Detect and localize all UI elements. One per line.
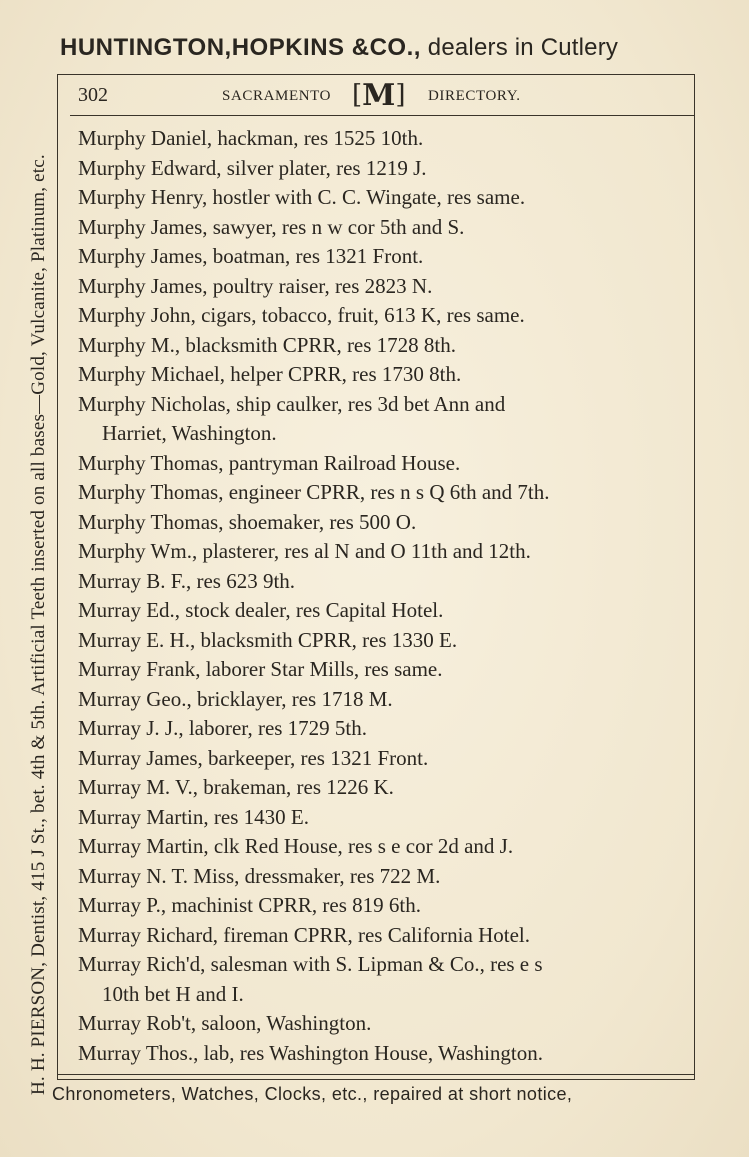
directory-entry: [78, 773, 686, 803]
directory-entry: [78, 242, 686, 272]
entry-text: Murray E. H., blacksmith CPRR, res 1330 E.: [78, 627, 458, 652]
directory-entry: [78, 921, 686, 951]
directory-entry: [78, 478, 686, 508]
entry-text: Murphy Thomas, engineer CPRR, res n s Q 6th and 7th.: [78, 480, 550, 504]
directory-entry: [78, 685, 686, 715]
directory-entry: [78, 508, 686, 538]
top-advertisement: [60, 34, 720, 70]
entry-text: Murray N. T. Miss, dressmaker, res 722 M.: [78, 863, 441, 888]
entry-text: Murray Frank, laborer Star Mills, res same.: [78, 657, 443, 681]
entry-text: Murphy Thomas, pantryman Railroad House.: [78, 450, 461, 475]
entry-text: Murphy Daniel, hackman, res 1525 10th.: [78, 126, 424, 150]
directory-entry: [78, 183, 686, 213]
bottom-advertisement: Chronometers, Watches, Clocks, etc., repaired at short notice,: [52, 1084, 573, 1104]
directory-entry: [78, 390, 686, 449]
side-advertisement: H. H. PIERSON, Dentist, 415 J St., bet. 4th & 5th. Artificial Teeth inserted on all bases—Gold, Vulcanite, Platinum, etc.: [28, 154, 49, 1095]
directory-entry: [78, 862, 686, 892]
entry-text: Murphy Wm., plasterer, res al N and O 11th and 12th.: [78, 539, 531, 563]
entry-text: Murphy Edward, silver plater, res 1219 J.: [78, 155, 427, 180]
running-header: [60, 78, 692, 114]
entry-text: Murray Richard, fireman CPRR, res California Hotel.: [78, 922, 530, 947]
directory-entry: [78, 1039, 686, 1069]
entry-text: Murray B. F., res 623 9th.: [78, 568, 296, 593]
directory-entries: [78, 124, 686, 1068]
directory-entry: [78, 655, 686, 685]
header-directory: DIRECTORY.: [428, 88, 521, 104]
directory-entry: [78, 596, 686, 626]
entry-text: Murphy James, sawyer, res n w cor 5th and S.: [78, 214, 465, 239]
directory-entry: [78, 301, 686, 331]
entry-text: Murphy James, poultry raiser, res 2823 N.: [78, 273, 433, 298]
entry-text: Murray Ed., stock dealer, res Capital Hotel.: [78, 598, 444, 622]
entry-text: Murray Rob't, saloon, Washington.: [78, 1011, 372, 1035]
page-number: 302: [78, 84, 108, 106]
directory-entry: [78, 213, 686, 243]
directory-entry: [78, 832, 686, 862]
directory-entry: [78, 537, 686, 567]
frame-bottom-rule: [57, 1074, 695, 1075]
entry-text: Murphy John, cigars, tobacco, fruit, 613 K, res same.: [78, 303, 525, 327]
directory-entry: [78, 626, 686, 656]
entry-text: Murray J. J., laborer, res 1729 5th.: [78, 716, 368, 740]
entry-text: Murray James, barkeeper, res 1321 Front.: [78, 745, 429, 770]
directory-entry: [78, 272, 686, 302]
directory-entry: [78, 124, 686, 154]
entry-text: Murray Thos., lab, res Washington House, Washington.: [78, 1040, 543, 1065]
directory-entry: [78, 803, 686, 833]
entry-text: Murray Geo., bricklayer, res 1718 M.: [78, 686, 393, 711]
top-ad-text: dealers in Cutlery: [420, 34, 619, 61]
entry-text: Murray M. V., brakeman, res 1226 K.: [78, 775, 394, 799]
entry-text: Murray Martin, res 1430 E.: [78, 804, 309, 829]
entry-text: Murphy Michael, helper CPRR, res 1730 8th.: [78, 362, 462, 386]
entry-text: Murphy M., blacksmith CPRR, res 1728 8th.: [78, 332, 457, 357]
entry-text: Murray P., machinist CPRR, res 819 6th.: [78, 893, 422, 917]
directory-entry: [78, 891, 686, 921]
directory-entry: [78, 1009, 686, 1039]
section-letter: [M]: [352, 78, 406, 113]
entry-text: Murphy James, boatman, res 1321 Front.: [78, 244, 424, 268]
directory-entry: [78, 154, 686, 184]
entry-text: Murray Martin, clk Red House, res s e cor 2d and J.: [78, 834, 514, 858]
entry-text: Murphy Henry, hostler with C. C. Wingate, res same.: [78, 185, 526, 209]
directory-entry: [78, 331, 686, 361]
directory-entry: [78, 449, 686, 479]
directory-entry: [78, 567, 686, 597]
directory-entry: [78, 744, 686, 774]
entry-text: Murphy Nicholas, ship caulker, res 3d bet Ann and: [78, 391, 506, 416]
entry-text: Murphy Thomas, shoemaker, res 500 O.: [78, 509, 417, 534]
entry-continuation: Harriet, Washington.: [102, 421, 277, 445]
section-letter-text: M: [362, 78, 396, 113]
header-city: SACRAMENTO: [222, 88, 332, 104]
top-ad-firm: HUNTINGTON,HOPKINS &CO.,: [60, 34, 421, 61]
header-rule: [70, 115, 695, 116]
entry-continuation: 10th bet H and I.: [102, 981, 244, 1006]
directory-entry: [78, 360, 686, 390]
entry-text: Murray Rich'd, salesman with S. Lipman & Co., res e s: [78, 952, 543, 976]
directory-entry: [78, 950, 686, 1009]
directory-entry: [78, 714, 686, 744]
